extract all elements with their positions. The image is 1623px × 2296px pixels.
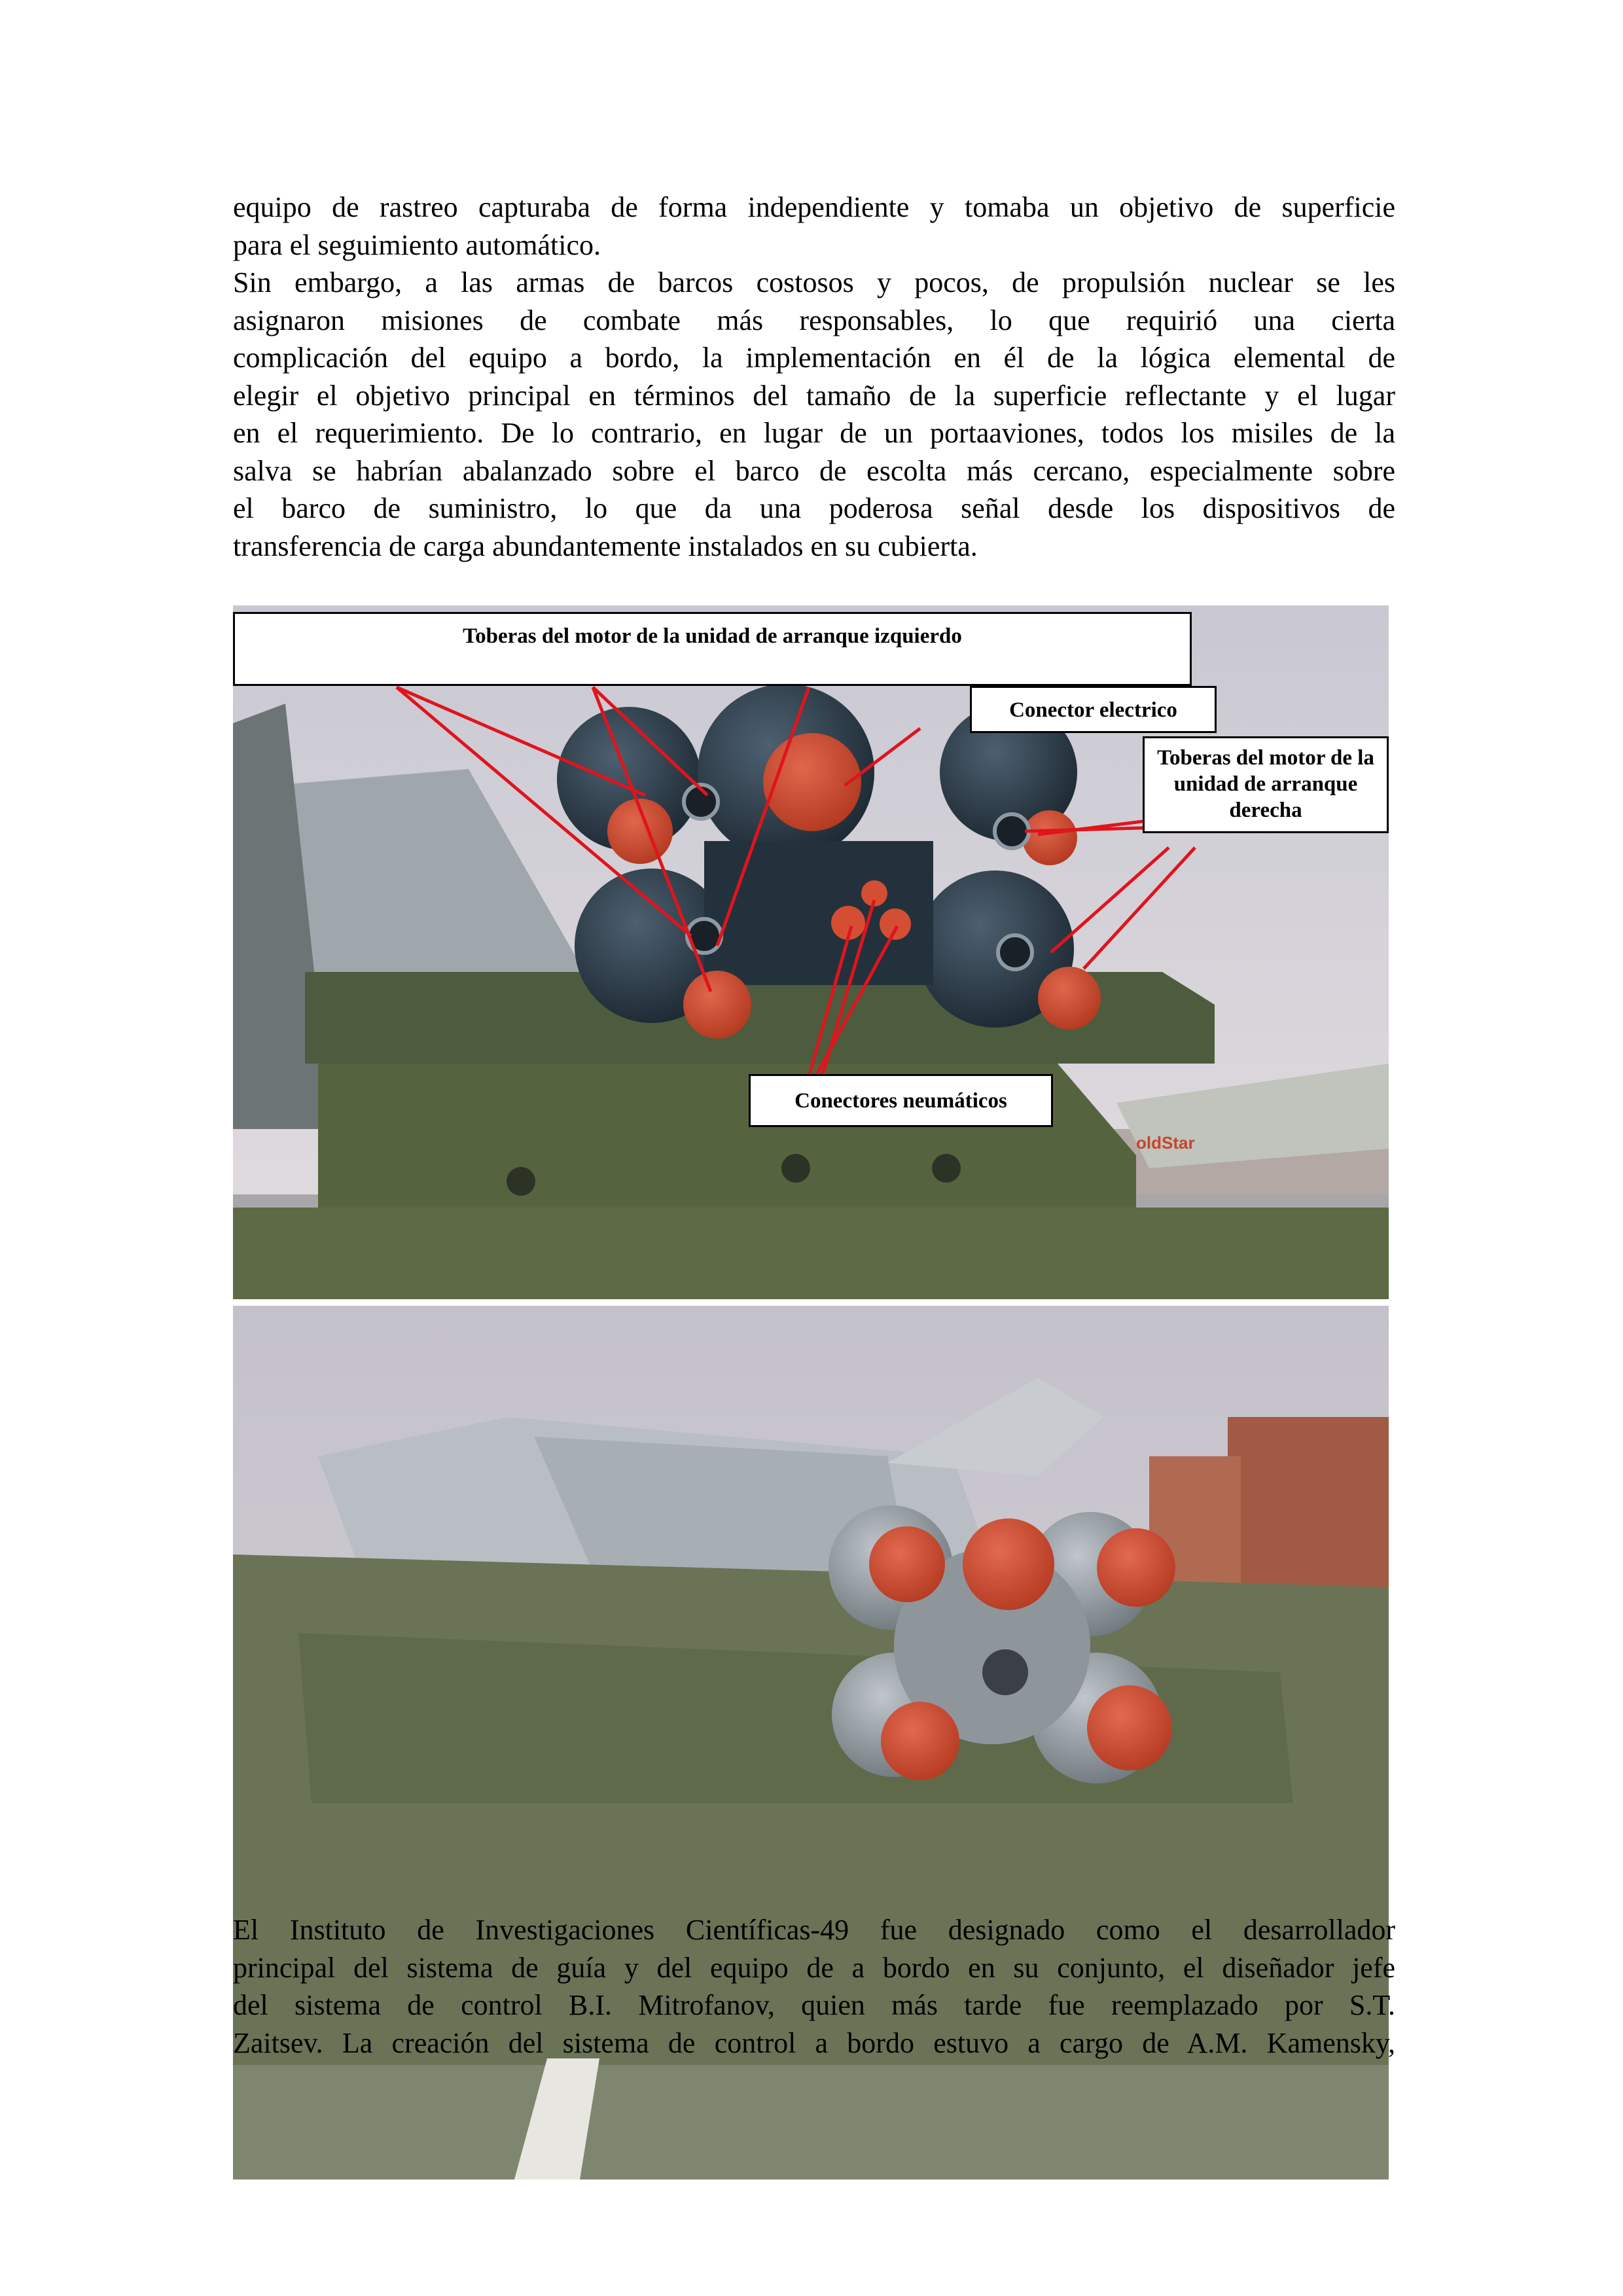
- callout-left-nozzles-text: Toberas del motor de la unidad de arranque izquierdo: [463, 624, 962, 648]
- text-line: en el requerimiento. De lo contrario, en lugar de un portaaviones, todos los misiles de la: [233, 417, 1395, 449]
- body-paragraph-top: [233, 188, 1395, 565]
- text-line: elegir el objetivo principal en términos del tamaño de la superficie reflectante y el lugar: [233, 379, 1395, 412]
- callout-left-nozzles: [233, 612, 1192, 686]
- text-line: el barco de suministro, lo que da una poderosa señal desde los dispositivos de: [233, 492, 1395, 524]
- text-line: del sistema de control B.I. Mitrofanov, quien más tarde fue reemplazado por S.T.: [233, 1989, 1395, 2021]
- callout-electric-connector: [970, 686, 1217, 733]
- background-sign: oldStar: [1136, 1133, 1195, 1153]
- text-line: asignaron misiones de combate más responsables, lo que requirió una cierta: [233, 304, 1395, 336]
- text-line: Zaitsev. La creación del sistema de control a bordo estuvo a cargo de A.M. Kamensky,: [233, 2026, 1395, 2059]
- text-line: salva se habrían abalanzado sobre el barco de escolta más cercano, especialmente sobre: [233, 454, 1395, 487]
- text-line: El Instituto de Investigaciones Científicas-49 fue designado como el desarrollador: [233, 1914, 1395, 1946]
- text-line: complicación del equipo a bordo, la implementación en él de la lógica elemental de: [233, 342, 1395, 374]
- callout-right-nozzles: [1143, 736, 1389, 833]
- text-line: Sin embargo, a las armas de barcos costosos y pocos, de propulsión nuclear se les: [233, 266, 1395, 298]
- text-line: equipo de rastreo capturaba de forma independiente y tomaba un objetivo de superficie: [233, 191, 1395, 223]
- callout-pneumatic-connectors: [749, 1074, 1053, 1127]
- callout-electric-connector-text: Conector electrico: [1009, 698, 1177, 722]
- text-line: para el seguimiento automático.: [233, 228, 601, 261]
- text-line: principal del sistema de guía y del equipo de a bordo en su conjunto, el diseñador jefe: [233, 1951, 1395, 1984]
- body-paragraph-bottom: [233, 1911, 1395, 2062]
- text-line: transferencia de carga abundantemente instalados en su cubierta.: [233, 529, 978, 562]
- callout-right-nozzles-text: Toberas del motor de la unidad de arranque derecha: [1157, 746, 1374, 822]
- callout-pneumatic-connectors-text: Conectores neumáticos: [794, 1089, 1007, 1113]
